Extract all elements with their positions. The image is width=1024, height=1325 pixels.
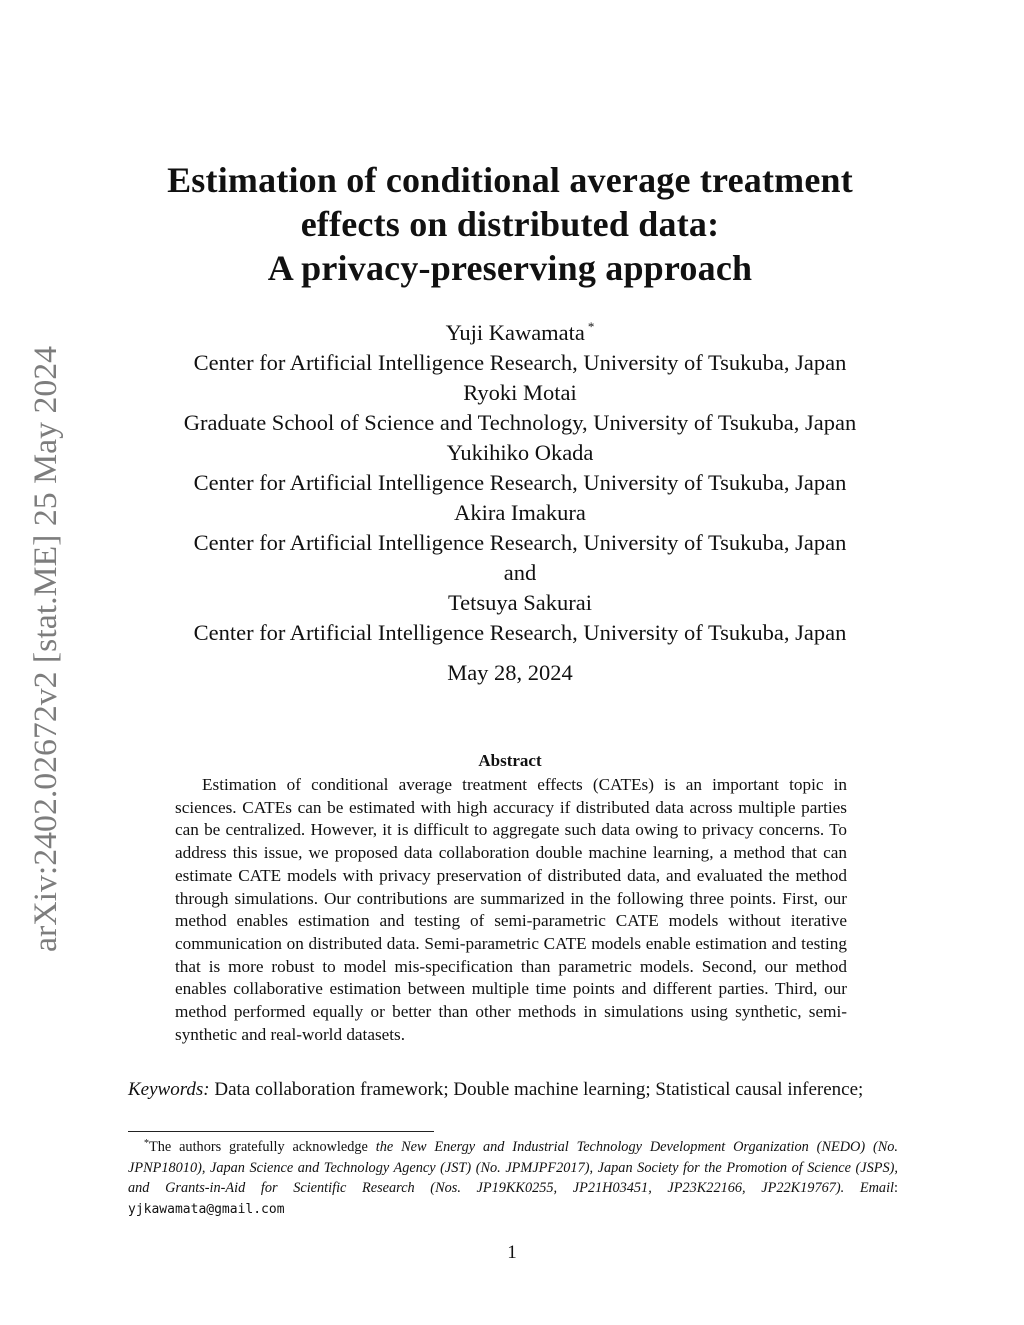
title-line: A privacy-preserving approach xyxy=(267,248,753,288)
author-name: Akira Imakura xyxy=(454,500,586,525)
email-colon: : xyxy=(894,1180,898,1196)
author-name-text: Yuji Kawamata xyxy=(445,320,585,345)
title-line: effects on distributed data: xyxy=(300,204,720,244)
author-name: Ryoki Motai xyxy=(463,380,577,405)
author-affiliation: Center for Artificial Intelligence Research, University of Tsukuba, Japan xyxy=(193,620,847,645)
funding-text: the New Energy and Industrial Technology Development Organization (NEDO) (No. JPNP18010), Japan Science and Technology Agency (JST) (No. JPMJPF2017), Japan Society for the Promotion of Science (JSPS), and Grants-in-Aid for Scientific Research (Nos. JP19KK0255, JP21H03451, JP23K22166, JP22K19767). xyxy=(128,1139,899,1196)
author-affiliation: Graduate School of Science and Technology, University of Tsukuba, Japan xyxy=(183,410,857,435)
keywords-label: Keywords: xyxy=(128,1079,210,1100)
author-name: Tetsuya Sakurai xyxy=(447,590,592,615)
page-number: 1 xyxy=(507,1242,517,1263)
author-name xyxy=(110,312,930,348)
paper-title xyxy=(110,158,910,290)
acknowledgement-footnote xyxy=(128,1134,898,1220)
author-conjunction: and xyxy=(503,560,537,585)
abstract-text: Estimation of conditional average treatment effects (CATEs) is an important topic in sciences. CATEs can be estimated with high accuracy if distributed data across multiple parties can be centralized. However, it is difficult to aggregate such data owing to privacy concerns. To address this issue, we proposed data collaboration double machine learning, a method that can estimate CATE models with privacy preservation of distributed data, and evaluated the method through simulations. Our contributions are summarized in the following three points. First, our method enables estimation and testing of semi-parametric CATE models without iterative communication on distributed data. Semi-parametric CATE models enable estimation and testing that is more robust to model mis-specification than parametric models. Second, our method enables collaborative estimation between multiple time points and different parties. Third, our method performed equally or better than other methods in simulations using synthetic, semi-synthetic and real-world datasets. xyxy=(175,775,847,1044)
publication-date: May 28, 2024 xyxy=(447,660,573,685)
author-name: Yukihiko Okada xyxy=(446,440,594,465)
keywords-text: Data collaboration framework; Double machine learning; Statistical causal inference; xyxy=(214,1079,864,1100)
arxiv-identifier-stamp xyxy=(10,340,74,960)
footnote-mark: * xyxy=(144,1138,149,1149)
arxiv-identifier-text: arXiv:2402.02672v2 [stat.ME] 25 May 2024 xyxy=(28,359,64,952)
email-address: yjkawamata@gmail.com xyxy=(128,1201,285,1217)
keywords xyxy=(128,1078,896,1101)
author-affiliation: Center for Artificial Intelligence Research, University of Tsukuba, Japan xyxy=(193,470,847,495)
author-affiliation: Center for Artificial Intelligence Research, University of Tsukuba, Japan xyxy=(193,350,847,375)
author-affiliation: Center for Artificial Intelligence Research, University of Tsukuba, Japan xyxy=(193,530,847,555)
title-line: Estimation of conditional average treatment xyxy=(167,160,853,200)
abstract-heading: Abstract xyxy=(478,751,542,770)
email-label: Email xyxy=(859,1180,895,1196)
footnote-plain-text: The authors gratefully acknowledge xyxy=(149,1139,368,1155)
author-block xyxy=(110,312,930,648)
footnote-divider xyxy=(128,1131,434,1132)
author-footnote-mark: * xyxy=(587,319,595,334)
